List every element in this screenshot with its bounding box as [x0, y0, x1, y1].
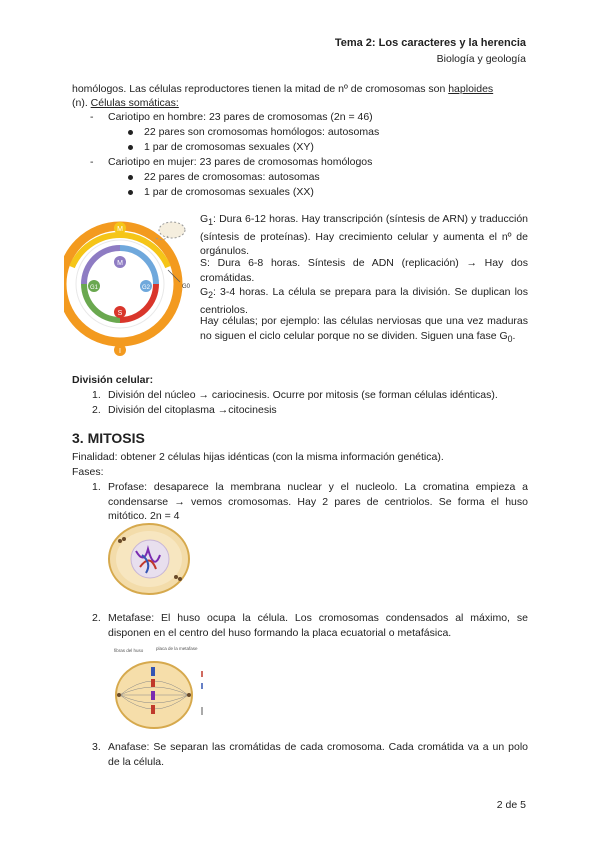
bullet — [128, 190, 133, 195]
i-node-label: I — [119, 348, 121, 355]
intro-text-2: (n). — [72, 97, 91, 109]
document-header-title: Tema 2: Los caracteres y la herencia — [334, 37, 526, 49]
g0-bubble — [159, 222, 185, 238]
karyotype-man-autosomes: 22 pares son cromosomas homólogos: autosomas — [144, 126, 380, 138]
metaphase-label-spindle: fibras del huso — [114, 648, 144, 653]
g2-term: G — [200, 286, 209, 298]
g1-text: : Dura 6-12 horas. Hay transcripción (síntesis de ARN) y traducción (síntesis de proteínas). Hay crecimiento celular y aumenta el nº de orgánulos. — [200, 213, 528, 258]
haploides-term: haploides — [448, 83, 494, 95]
g0-description — [200, 314, 528, 346]
metaphase-image — [106, 645, 216, 733]
g0-subscript: 0 — [507, 333, 513, 344]
phase-number: 3. — [92, 741, 101, 753]
intro-line-1 — [72, 82, 528, 97]
g1-description — [200, 212, 528, 259]
somatic-cells-heading: Células somáticas: — [90, 97, 179, 109]
karyotype-woman: Cariotipo en mujer: 23 pares de cromosomas homólogos — [108, 156, 373, 168]
g2-description — [200, 285, 528, 317]
bullet — [128, 175, 133, 180]
prophase-image — [106, 521, 192, 597]
division-item-cytoplasm: División del citoplasma →citocinesis — [108, 404, 277, 416]
g0-label: G0 — [182, 284, 191, 290]
g0-end: . — [512, 329, 516, 342]
mitosis-purpose: Finalidad: obtener 2 células hijas idénticas (con la misma información genética). — [72, 451, 444, 463]
g2-subscript: 2 — [208, 290, 214, 301]
m-outer-label: M — [117, 226, 123, 233]
phase-number: 1. — [92, 481, 101, 493]
phase-metaphase: Metafase: El huso ocupa la célula. Los cromosomas condensados al máximo, se disponen en el centro del huso formando la placa ecuatorial o metafásica. — [108, 612, 528, 639]
division-item-number: 1. — [92, 389, 101, 401]
mitosis-phases-label: Fases: — [72, 466, 104, 478]
division-item-nucleus: División del núcleo → cariocinesis. Ocurre por mitosis (se forman células idénticas). — [108, 389, 498, 401]
s-description: S: Dura 6-8 horas. Síntesis de ADN (replicación) → Hay dos cromátidas. — [200, 257, 528, 284]
m-inner-label: M — [117, 260, 123, 267]
phase-anaphase: Anafase: Se separan las cromátidas de cada cromosoma. Cada cromátida va a un polo de la célula. — [108, 741, 528, 768]
page-number: 2 de 5 — [496, 798, 526, 811]
cell-cycle-diagram — [64, 212, 198, 360]
karyotype-woman-autosomes: 22 pares de cromosomas: autosomas — [144, 171, 320, 183]
karyotype-man-sex: 1 par de cromosomas sexuales (XY) — [144, 141, 314, 153]
s-node-label: S — [117, 310, 123, 317]
intro-text: homólogos. Las células reproductores tienen la mitad de nº de cromosomas son — [72, 83, 449, 95]
division-item-number: 2. — [92, 404, 101, 416]
karyotype-woman-sex: 1 par de cromosomas sexuales (XX) — [144, 186, 314, 198]
bullet — [128, 130, 133, 135]
phase-prophase: Profase: desaparece la membrana nuclear y el nucleolo. La cromatina empieza a condensarse → vemos cromosomas. Hay 2 pares de centriolos. Se forma el huso mitótico. 2n = 4 — [108, 481, 528, 522]
phase-number: 2. — [92, 612, 101, 624]
dash-marker: - — [90, 156, 94, 168]
metaphase-label-plate: placa de la metafase — [156, 646, 198, 651]
dash-marker: - — [90, 111, 94, 123]
karyotype-man: Cariotipo en hombre: 23 pares de cromosomas (2n = 46) — [108, 111, 373, 123]
g2-text: : 3-4 horas. La célula se prepara para la división. Se duplican los centriolos. — [200, 286, 528, 316]
g1-node-label: G1 — [89, 285, 99, 291]
bullet — [128, 145, 133, 150]
g1-term: G — [200, 213, 209, 225]
mitosis-heading: 3. MITOSIS — [72, 430, 145, 446]
document-header-subject: Biología y geología — [436, 53, 526, 65]
g1-subscript: 1 — [208, 217, 214, 228]
g0-text: Hay células; por ejemplo: las células nerviosas que una vez maduras no siguen el ciclo celular porque no se dividen. Siguen una fase G — [200, 315, 528, 342]
division-heading: División celular: — [72, 374, 154, 386]
intro-line-2 — [72, 96, 179, 111]
g2-node-label: G2 — [141, 285, 151, 291]
